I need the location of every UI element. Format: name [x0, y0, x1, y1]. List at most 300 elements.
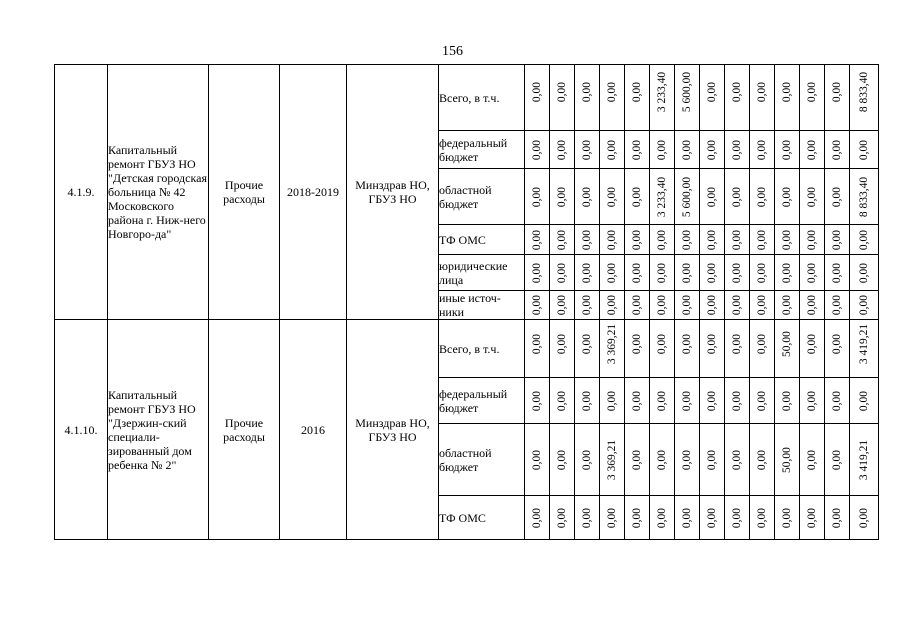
value-text: 0,00 — [581, 139, 593, 160]
value-cell — [775, 424, 800, 496]
value-cell — [800, 225, 825, 255]
value-text: 0,00 — [556, 82, 568, 103]
value-cell — [550, 378, 575, 424]
value-cell — [550, 496, 575, 540]
value-text: 0,00 — [831, 390, 843, 411]
value-cell — [675, 291, 700, 320]
value-text: 0,00 — [706, 139, 718, 160]
value-text: 0,00 — [806, 186, 818, 207]
value-text: 0,00 — [831, 333, 843, 354]
value-text: 0,00 — [706, 507, 718, 528]
item-code: 4.1.9. — [55, 65, 108, 320]
value-text: 0,00 — [631, 82, 643, 103]
value-text: 0,00 — [706, 449, 718, 470]
value-cell — [675, 320, 700, 378]
value-cell — [825, 496, 850, 540]
value-cell — [625, 255, 650, 291]
value-cell — [825, 378, 850, 424]
value-text: 0,00 — [756, 262, 768, 283]
value-cell — [800, 169, 825, 225]
value-cell — [725, 131, 750, 169]
value-cell — [550, 320, 575, 378]
value-cell — [700, 169, 725, 225]
value-cell — [850, 255, 879, 291]
value-cell — [700, 225, 725, 255]
value-cell — [825, 65, 850, 131]
value-text: 0,00 — [756, 333, 768, 354]
value-text: 0,00 — [831, 507, 843, 528]
value-text: 0,00 — [556, 390, 568, 411]
value-cell — [525, 424, 550, 496]
value-text: 0,00 — [681, 390, 693, 411]
value-text: 0,00 — [631, 507, 643, 528]
value-cell — [625, 424, 650, 496]
value-cell — [675, 225, 700, 255]
value-text: 0,00 — [731, 229, 743, 250]
value-cell — [525, 320, 550, 378]
value-text: 0,00 — [556, 186, 568, 207]
value-text: 0,00 — [656, 390, 668, 411]
value-cell — [525, 225, 550, 255]
value-text: 50,00 — [781, 331, 793, 357]
value-cell — [625, 225, 650, 255]
value-cell — [625, 291, 650, 320]
value-text: 0,00 — [531, 139, 543, 160]
value-cell — [725, 255, 750, 291]
value-cell — [550, 131, 575, 169]
value-text: 0,00 — [706, 294, 718, 316]
value-text: 0,00 — [731, 294, 743, 316]
funding-source: областной бюджет — [439, 424, 525, 496]
value-text: 0,00 — [706, 333, 718, 354]
value-text: 0,00 — [831, 229, 843, 250]
value-text: 0,00 — [806, 229, 818, 250]
value-text: 0,00 — [606, 507, 618, 528]
value-cell — [625, 496, 650, 540]
value-cell — [725, 496, 750, 540]
value-text: 0,00 — [831, 82, 843, 103]
value-cell — [525, 291, 550, 320]
value-text: 0,00 — [631, 262, 643, 283]
value-cell — [525, 255, 550, 291]
value-cell — [600, 496, 625, 540]
value-cell — [650, 291, 675, 320]
value-cell — [750, 169, 775, 225]
value-text: 0,00 — [756, 390, 768, 411]
item-code: 4.1.10. — [55, 320, 108, 540]
value-text: 0,00 — [531, 333, 543, 354]
value-cell — [575, 225, 600, 255]
value-cell — [775, 378, 800, 424]
value-text: 0,00 — [531, 82, 543, 103]
value-text: 0,00 — [806, 262, 818, 283]
funding-source: федеральный бюджет — [439, 131, 525, 169]
value-text: 0,00 — [681, 262, 693, 283]
value-cell — [725, 424, 750, 496]
value-cell — [575, 320, 600, 378]
value-text: 0,00 — [806, 82, 818, 103]
value-text: 0,00 — [831, 139, 843, 160]
value-cell — [825, 255, 850, 291]
value-text: 0,00 — [556, 139, 568, 160]
value-text: 0,00 — [681, 333, 693, 354]
value-text: 0,00 — [781, 262, 793, 283]
value-text: 0,00 — [731, 82, 743, 103]
value-text: 0,00 — [656, 229, 668, 250]
funding-source: областной бюджет — [439, 169, 525, 225]
value-cell — [675, 65, 700, 131]
value-text: 0,00 — [581, 449, 593, 470]
value-cell — [550, 291, 575, 320]
value-cell — [550, 225, 575, 255]
value-cell — [525, 496, 550, 540]
value-text: 0,00 — [531, 229, 543, 250]
value-cell — [575, 424, 600, 496]
value-cell — [850, 225, 879, 255]
value-cell — [650, 225, 675, 255]
value-cell — [600, 291, 625, 320]
value-text: 0,00 — [781, 139, 793, 160]
value-text: 0,00 — [706, 262, 718, 283]
value-text: 0,00 — [858, 390, 870, 411]
value-text: 0,00 — [831, 262, 843, 283]
value-cell — [575, 255, 600, 291]
value-cell — [775, 225, 800, 255]
value-cell — [800, 255, 825, 291]
value-text: 0,00 — [756, 229, 768, 250]
value-text: 0,00 — [731, 139, 743, 160]
value-cell — [675, 378, 700, 424]
value-text: 0,00 — [656, 507, 668, 528]
value-cell — [800, 496, 825, 540]
value-cell — [725, 169, 750, 225]
value-cell — [750, 225, 775, 255]
value-text: 0,00 — [731, 507, 743, 528]
value-cell — [575, 291, 600, 320]
value-cell — [725, 320, 750, 378]
years: 2018-2019 — [280, 65, 347, 320]
value-cell — [775, 169, 800, 225]
value-cell — [575, 378, 600, 424]
value-cell — [550, 65, 575, 131]
value-cell — [600, 131, 625, 169]
value-text: 0,00 — [531, 294, 543, 316]
value-cell — [850, 131, 879, 169]
value-text: 0,00 — [556, 294, 568, 316]
value-cell — [750, 378, 775, 424]
value-text: 0,00 — [756, 294, 768, 316]
table-body — [55, 65, 879, 540]
value-text: 3 233,40 — [656, 176, 668, 217]
value-cell — [700, 65, 725, 131]
value-text: 0,00 — [858, 262, 870, 283]
value-cell — [850, 65, 879, 131]
value-cell — [850, 169, 879, 225]
value-text: 0,00 — [581, 262, 593, 283]
value-cell — [625, 131, 650, 169]
value-text: 0,00 — [756, 139, 768, 160]
value-text: 0,00 — [606, 262, 618, 283]
value-text: 0,00 — [581, 82, 593, 103]
value-text: 0,00 — [681, 294, 693, 316]
value-cell — [800, 378, 825, 424]
value-cell — [625, 320, 650, 378]
value-text: 0,00 — [831, 449, 843, 470]
table-row — [55, 320, 879, 378]
value-cell — [550, 424, 575, 496]
value-text: 3 233,40 — [656, 72, 668, 113]
value-cell — [750, 496, 775, 540]
value-text: 0,00 — [631, 186, 643, 207]
item-name: Капитальный ремонт ГБУЗ НО "Детская городская больница № 42 Московского района г. Ниж-него Новгоро-да" — [108, 65, 209, 320]
table-row — [55, 65, 879, 131]
value-cell — [700, 424, 725, 496]
value-text: 0,00 — [581, 507, 593, 528]
value-text: 8 833,40 — [858, 176, 870, 217]
value-text: 0,00 — [806, 139, 818, 160]
value-cell — [600, 65, 625, 131]
value-cell — [650, 131, 675, 169]
funding-source: юридические лица — [439, 255, 525, 291]
value-text: 0,00 — [731, 186, 743, 207]
expense-type: Прочие расходы — [209, 65, 280, 320]
value-text: 0,00 — [781, 186, 793, 207]
value-text: 0,00 — [656, 262, 668, 283]
value-cell — [525, 378, 550, 424]
value-text: 0,00 — [656, 449, 668, 470]
value-text: 0,00 — [806, 294, 818, 316]
value-text: 0,00 — [781, 507, 793, 528]
value-cell — [775, 65, 800, 131]
value-text: 0,00 — [756, 507, 768, 528]
value-cell — [725, 65, 750, 131]
value-cell — [600, 378, 625, 424]
value-text: 0,00 — [631, 390, 643, 411]
value-text: 0,00 — [606, 294, 618, 316]
value-text: 0,00 — [706, 390, 718, 411]
value-cell — [725, 378, 750, 424]
value-cell — [650, 496, 675, 540]
years: 2016 — [280, 320, 347, 540]
value-text: 0,00 — [631, 449, 643, 470]
value-text: 0,00 — [781, 229, 793, 250]
value-text: 0,00 — [606, 82, 618, 103]
value-cell — [575, 169, 600, 225]
value-text: 0,00 — [858, 229, 870, 250]
value-cell — [650, 378, 675, 424]
value-text: 50,00 — [781, 446, 793, 473]
value-cell — [650, 65, 675, 131]
value-text: 0,00 — [681, 449, 693, 470]
value-text: 0,00 — [858, 507, 870, 528]
value-cell — [525, 65, 550, 131]
executor: Минздрав НО, ГБУЗ НО — [347, 320, 439, 540]
value-text: 0,00 — [631, 229, 643, 250]
value-text: 0,00 — [731, 390, 743, 411]
value-text: 3 369,21 — [606, 439, 618, 480]
value-text: 0,00 — [556, 333, 568, 354]
value-text: 0,00 — [706, 82, 718, 103]
value-cell — [675, 255, 700, 291]
value-cell — [725, 225, 750, 255]
value-cell — [775, 291, 800, 320]
value-text: 0,00 — [656, 333, 668, 354]
value-text: 0,00 — [781, 390, 793, 411]
funding-source: Всего, в т.ч. — [439, 320, 525, 378]
value-cell — [600, 320, 625, 378]
value-text: 0,00 — [556, 507, 568, 528]
value-cell — [775, 131, 800, 169]
value-text: 0,00 — [806, 507, 818, 528]
value-text: 0,00 — [606, 390, 618, 411]
value-cell — [600, 424, 625, 496]
value-cell — [650, 169, 675, 225]
value-text: 0,00 — [581, 333, 593, 354]
value-text: 0,00 — [556, 229, 568, 250]
value-text: 0,00 — [858, 139, 870, 160]
value-cell — [700, 378, 725, 424]
value-text: 0,00 — [581, 390, 593, 411]
value-cell — [700, 291, 725, 320]
value-cell — [650, 424, 675, 496]
value-text: 8 833,40 — [858, 72, 870, 113]
value-text: 0,00 — [806, 449, 818, 470]
value-text: 0,00 — [831, 294, 843, 316]
value-cell — [550, 169, 575, 225]
value-cell — [800, 424, 825, 496]
value-cell — [625, 169, 650, 225]
value-cell — [825, 320, 850, 378]
value-text: 0,00 — [581, 229, 593, 250]
value-text: 0,00 — [831, 186, 843, 207]
value-cell — [750, 291, 775, 320]
value-cell — [825, 424, 850, 496]
value-cell — [600, 225, 625, 255]
value-cell — [525, 131, 550, 169]
value-cell — [825, 169, 850, 225]
value-cell — [850, 424, 879, 496]
value-text: 0,00 — [731, 262, 743, 283]
value-cell — [675, 424, 700, 496]
value-text: 0,00 — [756, 82, 768, 103]
value-text: 3 419,21 — [858, 439, 870, 480]
value-cell — [850, 291, 879, 320]
value-text: 0,00 — [606, 186, 618, 207]
value-text: 0,00 — [656, 139, 668, 160]
value-text: 5 600,00 — [681, 72, 693, 113]
funding-source: Всего, в т.ч. — [439, 65, 525, 131]
funding-source: ТФ ОМС — [439, 496, 525, 540]
value-text: 3 369,21 — [606, 323, 618, 365]
value-cell — [700, 131, 725, 169]
value-text: 0,00 — [556, 262, 568, 283]
value-cell — [675, 131, 700, 169]
value-cell — [600, 255, 625, 291]
value-cell — [850, 496, 879, 540]
value-cell — [750, 424, 775, 496]
value-cell — [650, 255, 675, 291]
value-text: 0,00 — [706, 229, 718, 250]
funding-source: иные источ-ники — [439, 291, 525, 320]
value-text: 0,00 — [781, 82, 793, 103]
item-name: Капитальный ремонт ГБУЗ НО "Дзержин-ский специали-зированный дом ребенка № 2" — [108, 320, 209, 540]
value-text: 0,00 — [756, 449, 768, 470]
value-cell — [575, 496, 600, 540]
value-cell — [550, 255, 575, 291]
value-text: 0,00 — [858, 294, 870, 316]
value-cell — [775, 320, 800, 378]
value-text: 0,00 — [581, 294, 593, 316]
page-number: 156 — [442, 44, 463, 59]
value-text: 0,00 — [531, 262, 543, 283]
value-text: 3 419,21 — [858, 323, 870, 365]
value-text: 0,00 — [531, 507, 543, 528]
value-cell — [750, 255, 775, 291]
value-text: 0,00 — [606, 139, 618, 160]
funding-source: ТФ ОМС — [439, 225, 525, 255]
value-text: 0,00 — [631, 294, 643, 316]
value-cell — [675, 169, 700, 225]
value-cell — [750, 131, 775, 169]
value-cell — [775, 496, 800, 540]
value-cell — [800, 291, 825, 320]
value-cell — [700, 320, 725, 378]
value-text: 0,00 — [731, 333, 743, 354]
value-cell — [825, 225, 850, 255]
value-cell — [850, 378, 879, 424]
funding-source: федеральный бюджет — [439, 378, 525, 424]
value-text: 0,00 — [656, 294, 668, 316]
value-cell — [750, 320, 775, 378]
value-text: 0,00 — [681, 507, 693, 528]
value-cell — [850, 320, 879, 378]
value-text: 0,00 — [531, 390, 543, 411]
value-cell — [725, 291, 750, 320]
value-text: 0,00 — [631, 139, 643, 160]
value-text: 0,00 — [531, 186, 543, 207]
value-cell — [825, 131, 850, 169]
value-text: 5 600,00 — [681, 176, 693, 217]
value-text: 0,00 — [756, 186, 768, 207]
value-cell — [700, 496, 725, 540]
budget-table — [54, 64, 879, 540]
value-cell — [800, 320, 825, 378]
value-cell — [625, 65, 650, 131]
value-cell — [700, 255, 725, 291]
value-text: 0,00 — [681, 229, 693, 250]
expense-type: Прочие расходы — [209, 320, 280, 540]
value-cell — [800, 131, 825, 169]
value-cell — [750, 65, 775, 131]
value-text: 0,00 — [581, 186, 593, 207]
value-cell — [625, 378, 650, 424]
value-cell — [575, 131, 600, 169]
value-text: 0,00 — [606, 229, 618, 250]
value-text: 0,00 — [556, 449, 568, 470]
value-cell — [675, 496, 700, 540]
value-text: 0,00 — [681, 139, 693, 160]
executor: Минздрав НО, ГБУЗ НО — [347, 65, 439, 320]
value-text: 0,00 — [531, 449, 543, 470]
value-text: 0,00 — [631, 333, 643, 354]
value-cell — [800, 65, 825, 131]
value-cell — [825, 291, 850, 320]
value-text: 0,00 — [806, 390, 818, 411]
value-text: 0,00 — [706, 186, 718, 207]
value-cell — [575, 65, 600, 131]
value-text: 0,00 — [731, 449, 743, 470]
value-cell — [525, 169, 550, 225]
